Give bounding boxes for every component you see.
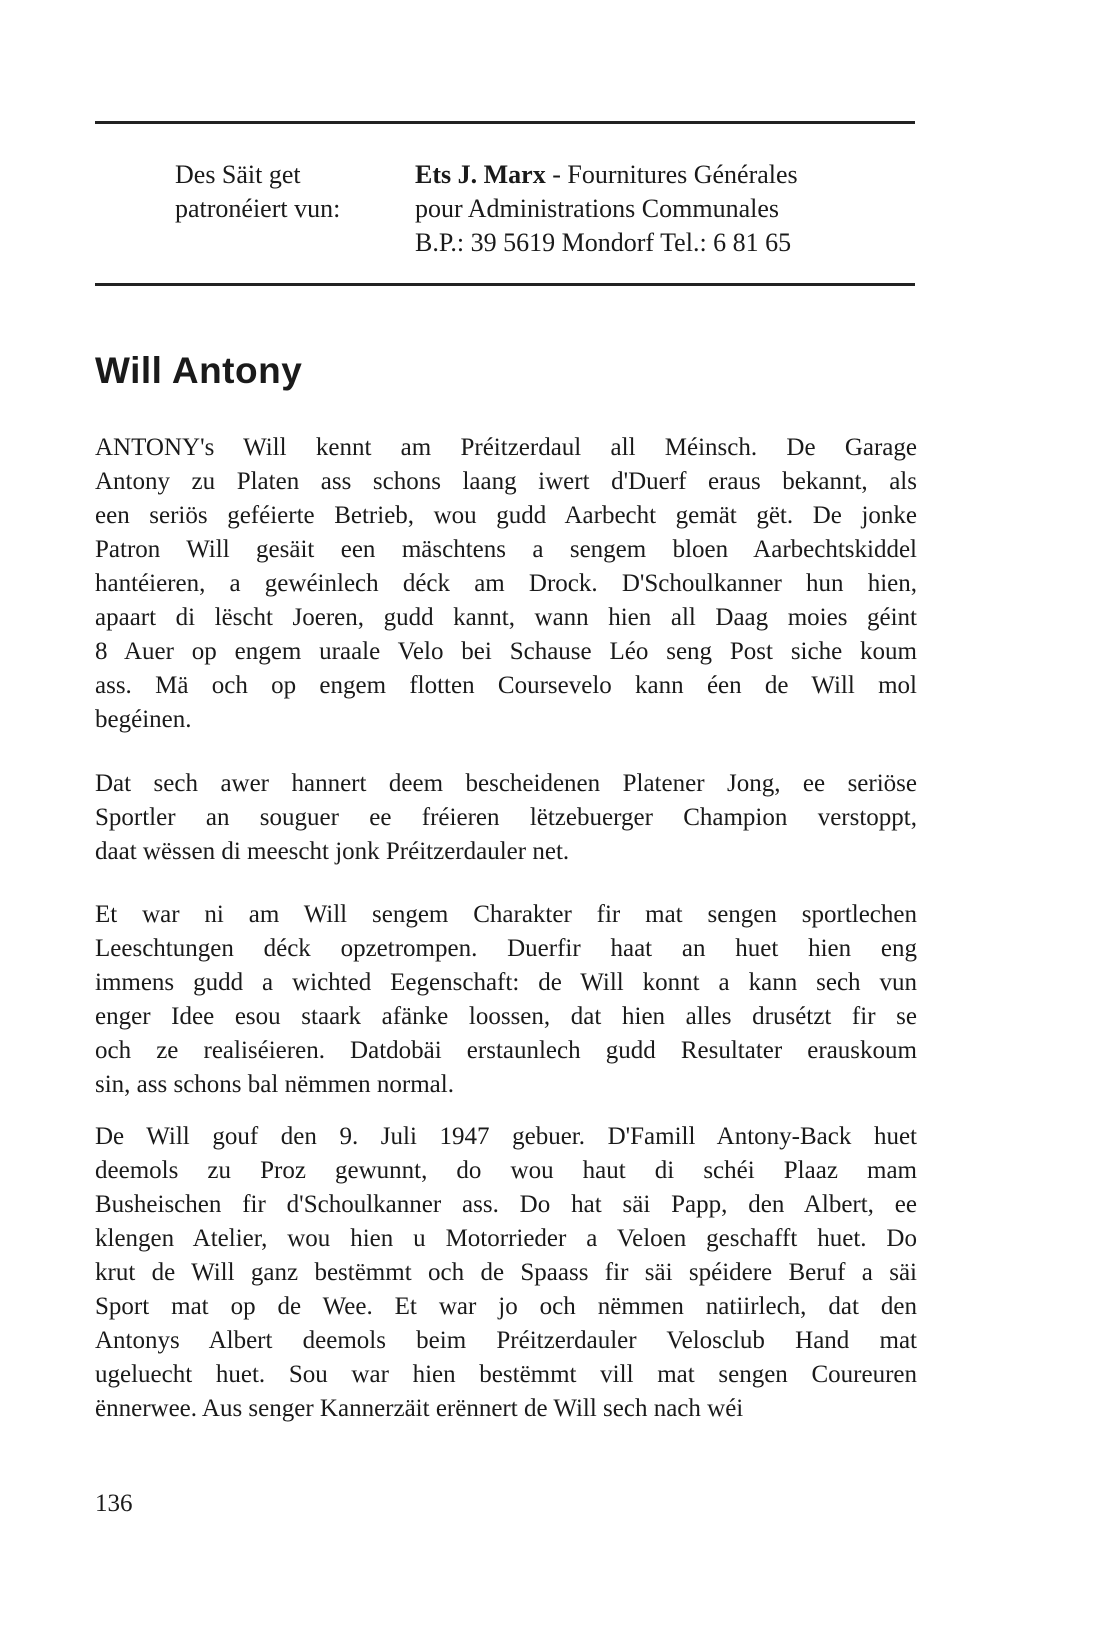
sponsor-label-line: patronéiert vun: bbox=[175, 194, 341, 223]
sponsor-label-line: Des Säit get bbox=[175, 160, 301, 189]
sponsor-company-line bbox=[415, 158, 935, 192]
text-line: Antony zu Platen ass schons laang iwert d'Duerf eraus bekannt, als bbox=[95, 468, 917, 495]
text-line: och ze realiséieren. Datdobäi erstaunlech gudd Resultater erauskoum bbox=[95, 1037, 917, 1064]
text-line: een seriös geféierte Betrieb, wou gudd Aarbecht gemät gët. De jonke bbox=[95, 502, 917, 529]
text-line: hantéieren, a gewéinlech déck am Drock. D'Schoulkanner hun hien, bbox=[95, 570, 917, 597]
paragraph-1 bbox=[95, 431, 917, 737]
text-line: Dat sech awer hannert deem bescheidenen Platener Jong, ee seriöse bbox=[95, 770, 917, 797]
text-line: begéinen. bbox=[95, 706, 192, 733]
paragraph-4 bbox=[95, 1120, 917, 1426]
top-rule bbox=[95, 121, 915, 124]
text-line: Leeschtungen déck opzetrompen. Duerfir haat an huet hien eng bbox=[95, 935, 917, 962]
text-line: Sport mat op de Wee. Et war jo och nëmmen natiirlech, dat den bbox=[95, 1293, 917, 1320]
sponsor-company-name: Ets J. Marx bbox=[415, 160, 546, 189]
text-line: enger Idee esou staark afänke loossen, dat hien alles drusétzt fir se bbox=[95, 1003, 917, 1030]
text-line: ugeluecht huet. Sou war hien bestëmmt vill mat sengen Coureuren bbox=[95, 1361, 917, 1388]
text-line: Et war ni am Will sengem Charakter fir mat sengen sportlechen bbox=[95, 901, 917, 928]
page-number: 136 bbox=[95, 1490, 133, 1517]
bottom-rule bbox=[95, 283, 915, 286]
text-line: sin, ass schons bal nëmmen normal. bbox=[95, 1071, 454, 1098]
sponsor-details bbox=[415, 158, 935, 260]
text-line: daat wëssen di meescht jonk Préitzerdauler net. bbox=[95, 838, 570, 865]
text-line: immens gudd a wichted Eegenschaft: de Will konnt a kann sech vun bbox=[95, 969, 917, 996]
sponsor-company-desc: - Fournitures Générales bbox=[545, 160, 798, 189]
sponsor-label bbox=[175, 158, 395, 226]
text-line: klengen Atelier, wou hien u Motorrieder a Veloen geschafft huet. Do bbox=[95, 1225, 917, 1252]
text-line: Patron Will gesäit een mäschtens a sengem bloen Aarbechtskiddel bbox=[95, 536, 917, 563]
sponsor-address-line: B.P.: 39 5619 Mondorf Tel.: 6 81 65 bbox=[415, 228, 792, 257]
text-line: 8 Auer op engem uraale Velo bei Schause Léo seng Post siche koum bbox=[95, 638, 917, 665]
paragraph-2 bbox=[95, 767, 917, 869]
paragraph-3 bbox=[95, 898, 917, 1102]
text-line: ass. Mä och op engem flotten Coursevelo kann éen de Will mol bbox=[95, 672, 917, 699]
text-line: deemols zu Proz gewunnt, do wou haut di schéi Plaaz mam bbox=[95, 1157, 917, 1184]
sponsor-address-line: pour Administrations Communales bbox=[415, 194, 779, 223]
text-line: apaart di lëscht Joeren, gudd kannt, wann hien all Daag moies géint bbox=[95, 604, 917, 631]
text-line: krut de Will ganz bestëmmt och de Spaass fir säi spéidere Beruf a säi bbox=[95, 1259, 917, 1286]
text-line: Busheischen fir d'Schoulkanner ass. Do hat säi Papp, den Albert, ee bbox=[95, 1191, 917, 1218]
article-title: Will Antony bbox=[95, 350, 303, 391]
text-line: Sportler an souguer ee fréieren lëtzebuerger Champion verstoppt, bbox=[95, 804, 917, 831]
text-line: De Will gouf den 9. Juli 1947 gebuer. D'Famill Antony-Back huet bbox=[95, 1123, 917, 1150]
text-line: Antonys Albert deemols beim Préitzerdauler Velosclub Hand mat bbox=[95, 1327, 917, 1354]
text-line: ANTONY's Will kennt am Préitzerdaul all Méinsch. De Garage bbox=[95, 434, 917, 461]
text-line: ënnerwee. Aus senger Kannerzäit erënnert de Will sech nach wéi bbox=[95, 1395, 744, 1422]
